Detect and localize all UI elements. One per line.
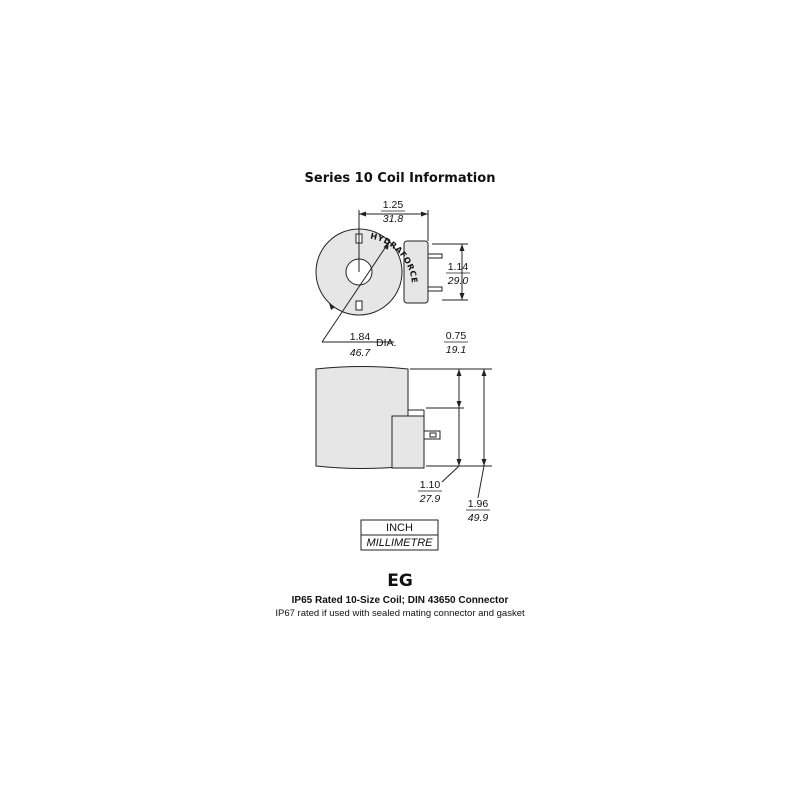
height-inch-label: 1.14 (447, 261, 469, 273)
total-mm-label: 49.9 (467, 512, 489, 524)
diagram-title: Series 10 Coil Information (304, 171, 496, 186)
width-mm-label: 31.8 (382, 213, 404, 225)
unit-legend (361, 520, 438, 550)
diameter-inch-label: 1.84 (349, 331, 371, 343)
width-inch-label: 1.25 (382, 199, 404, 211)
legend-millimetre: MILLIMETRE (366, 537, 433, 549)
diameter-suffix-label: DIA. (376, 337, 397, 349)
offset-mm-label: 19.1 (445, 344, 467, 356)
body-mm-label: 27.9 (419, 493, 441, 505)
diameter-mm-label: 46.7 (349, 347, 371, 359)
top-view (316, 210, 468, 342)
coil-tab-bottom (356, 301, 362, 310)
rating-line: IP65 Rated 10-Size Coil; DIN 43650 Connector (291, 595, 509, 606)
legend-inch: INCH (386, 522, 413, 534)
model-code: EG (387, 571, 413, 591)
brand-label: HYDRAFORCE (369, 231, 419, 284)
rating-note: IP67 rated if used with sealed mating connector and gasket (275, 608, 525, 619)
side-connector (392, 416, 424, 468)
connector-pin-upper (428, 254, 442, 258)
connector-pin-lower (428, 287, 442, 291)
offset-inch-label: 0.75 (445, 330, 467, 342)
body-inch-label: 1.10 (419, 479, 441, 491)
side-view (316, 367, 492, 499)
height-mm-label: 29.0 (447, 275, 469, 287)
total-inch-label: 1.96 (467, 498, 489, 510)
